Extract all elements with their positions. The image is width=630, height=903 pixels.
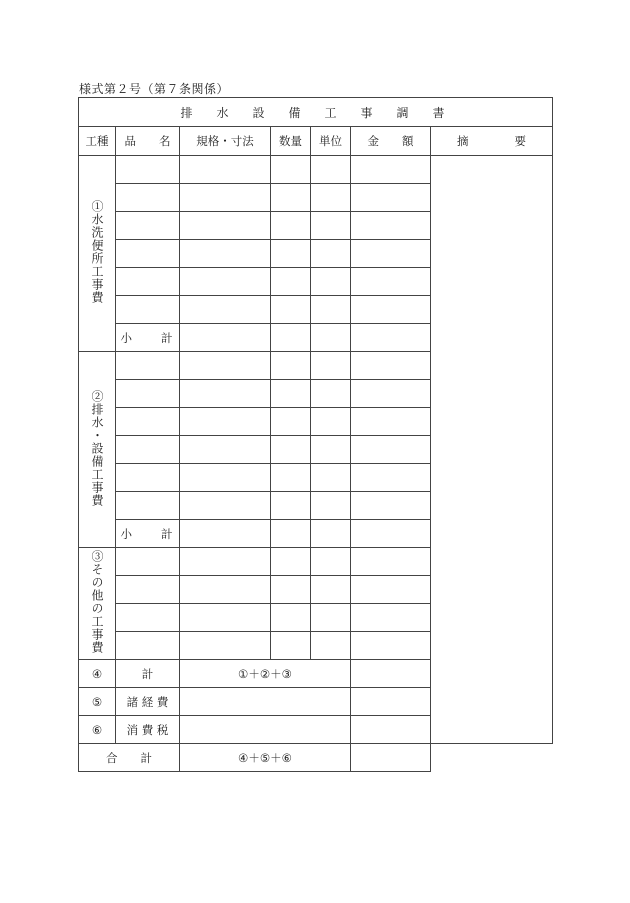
spec-cell[interactable] [180, 548, 271, 576]
spec-cell[interactable] [180, 324, 271, 352]
qty-cell[interactable] [271, 324, 311, 352]
item-cell[interactable] [116, 408, 180, 436]
unit-cell[interactable] [311, 352, 351, 380]
spec-cell[interactable] [180, 632, 271, 660]
item-cell[interactable] [116, 352, 180, 380]
header-qty: 数量 [271, 127, 311, 156]
summary-number: ④ [79, 660, 116, 688]
item-cell[interactable] [116, 240, 180, 268]
amount-cell[interactable] [351, 296, 431, 324]
amount-cell[interactable] [351, 352, 431, 380]
summary-label: 諸 経 費 [116, 688, 180, 716]
spec-cell[interactable] [180, 268, 271, 296]
unit-cell[interactable] [311, 436, 351, 464]
spec-cell[interactable] [180, 408, 271, 436]
qty-cell[interactable] [271, 156, 311, 184]
amount-cell[interactable] [351, 212, 431, 240]
amount-cell[interactable] [351, 660, 431, 688]
unit-cell[interactable] [311, 408, 351, 436]
amount-cell[interactable] [351, 380, 431, 408]
grand-total-formula: ④＋⑤＋⑥ [180, 744, 351, 772]
remarks-cell[interactable] [431, 156, 553, 744]
unit-cell[interactable] [311, 632, 351, 660]
header-unit: 単位 [311, 127, 351, 156]
header-kind: 工種 [79, 127, 116, 156]
subtotal-label: 小 計 [116, 324, 180, 352]
construction-statement-table [78, 97, 553, 772]
unit-cell[interactable] [311, 492, 351, 520]
spec-cell[interactable] [180, 156, 271, 184]
amount-cell[interactable] [351, 464, 431, 492]
item-cell[interactable] [116, 548, 180, 576]
summary-formula-cell[interactable] [180, 688, 351, 716]
unit-cell[interactable] [311, 212, 351, 240]
section-1-label: ①水洗便所工事費 [90, 200, 104, 304]
item-cell[interactable] [116, 184, 180, 212]
amount-cell[interactable] [351, 436, 431, 464]
grand-total-row [79, 744, 553, 772]
summary-label: 計 [116, 660, 180, 688]
item-cell[interactable] [116, 604, 180, 632]
grand-total-label: 合 計 [79, 744, 180, 772]
spec-cell[interactable] [180, 184, 271, 212]
header-row [79, 127, 553, 156]
qty-cell[interactable] [271, 408, 311, 436]
qty-cell[interactable] [271, 184, 311, 212]
summary-number: ⑥ [79, 716, 116, 744]
amount-cell[interactable] [351, 688, 431, 716]
item-cell[interactable] [116, 632, 180, 660]
qty-cell[interactable] [271, 296, 311, 324]
qty-cell[interactable] [271, 268, 311, 296]
amount-cell[interactable] [351, 520, 431, 548]
amount-cell[interactable] [351, 548, 431, 576]
qty-cell[interactable] [271, 576, 311, 604]
unit-cell[interactable] [311, 576, 351, 604]
qty-cell[interactable] [271, 520, 311, 548]
table-row [79, 156, 553, 184]
qty-cell[interactable] [271, 380, 311, 408]
spec-cell[interactable] [180, 212, 271, 240]
header-item: 品 名 [116, 127, 180, 156]
item-cell[interactable] [116, 296, 180, 324]
item-cell[interactable] [116, 268, 180, 296]
item-cell[interactable] [116, 380, 180, 408]
summary-formula: ①＋②＋③ [180, 660, 351, 688]
amount-cell[interactable] [351, 240, 431, 268]
qty-cell[interactable] [271, 548, 311, 576]
spec-cell[interactable] [180, 604, 271, 632]
unit-cell[interactable] [311, 240, 351, 268]
unit-cell[interactable] [311, 156, 351, 184]
item-cell[interactable] [116, 492, 180, 520]
qty-cell[interactable] [271, 436, 311, 464]
amount-cell[interactable] [351, 408, 431, 436]
header-spec: 規格・寸法 [180, 127, 271, 156]
amount-cell[interactable] [351, 492, 431, 520]
unit-cell[interactable] [311, 604, 351, 632]
amount-cell[interactable] [351, 576, 431, 604]
spec-cell[interactable] [180, 240, 271, 268]
qty-cell[interactable] [271, 464, 311, 492]
qty-cell[interactable] [271, 492, 311, 520]
section-2-label-cell [79, 352, 116, 548]
summary-label: 消 費 税 [116, 716, 180, 744]
section-2-label: ②排水・設備工事費 [90, 389, 104, 507]
item-cell[interactable] [116, 576, 180, 604]
item-cell[interactable] [116, 436, 180, 464]
unit-cell[interactable] [311, 184, 351, 212]
unit-cell[interactable] [311, 464, 351, 492]
amount-cell[interactable] [351, 716, 431, 744]
spec-cell[interactable] [180, 492, 271, 520]
section-3-label-cell [79, 548, 116, 660]
header-amount: 金 額 [351, 127, 431, 156]
qty-cell[interactable] [271, 212, 311, 240]
amount-cell[interactable] [351, 156, 431, 184]
unit-cell[interactable] [311, 324, 351, 352]
spec-cell[interactable] [180, 436, 271, 464]
spec-cell[interactable] [180, 464, 271, 492]
subtotal-label: 小 計 [116, 520, 180, 548]
qty-cell[interactable] [271, 632, 311, 660]
section-1-label-cell [79, 156, 116, 352]
unit-cell[interactable] [311, 296, 351, 324]
spec-cell[interactable] [180, 296, 271, 324]
spec-cell[interactable] [180, 576, 271, 604]
qty-cell[interactable] [271, 240, 311, 268]
summary-formula-cell[interactable] [180, 716, 351, 744]
section-3-label: ③その他の工事費 [90, 550, 104, 654]
table-title: 排 水 設 備 工 事 調 書 [79, 98, 553, 127]
amount-cell[interactable] [351, 632, 431, 660]
amount-cell[interactable] [351, 744, 431, 772]
item-cell[interactable] [116, 156, 180, 184]
unit-cell[interactable] [311, 380, 351, 408]
amount-cell[interactable] [351, 324, 431, 352]
spec-cell[interactable] [180, 520, 271, 548]
summary-number: ⑤ [79, 688, 116, 716]
amount-cell[interactable] [351, 268, 431, 296]
amount-cell[interactable] [351, 184, 431, 212]
qty-cell[interactable] [271, 352, 311, 380]
unit-cell[interactable] [311, 268, 351, 296]
amount-cell[interactable] [351, 604, 431, 632]
unit-cell[interactable] [311, 548, 351, 576]
qty-cell[interactable] [271, 604, 311, 632]
header-remarks: 摘 要 [431, 127, 553, 156]
item-cell[interactable] [116, 212, 180, 240]
spec-cell[interactable] [180, 352, 271, 380]
item-cell[interactable] [116, 464, 180, 492]
spec-cell[interactable] [180, 380, 271, 408]
unit-cell[interactable] [311, 520, 351, 548]
form-number-label: 様式第２号（第７条関係） [79, 82, 230, 96]
